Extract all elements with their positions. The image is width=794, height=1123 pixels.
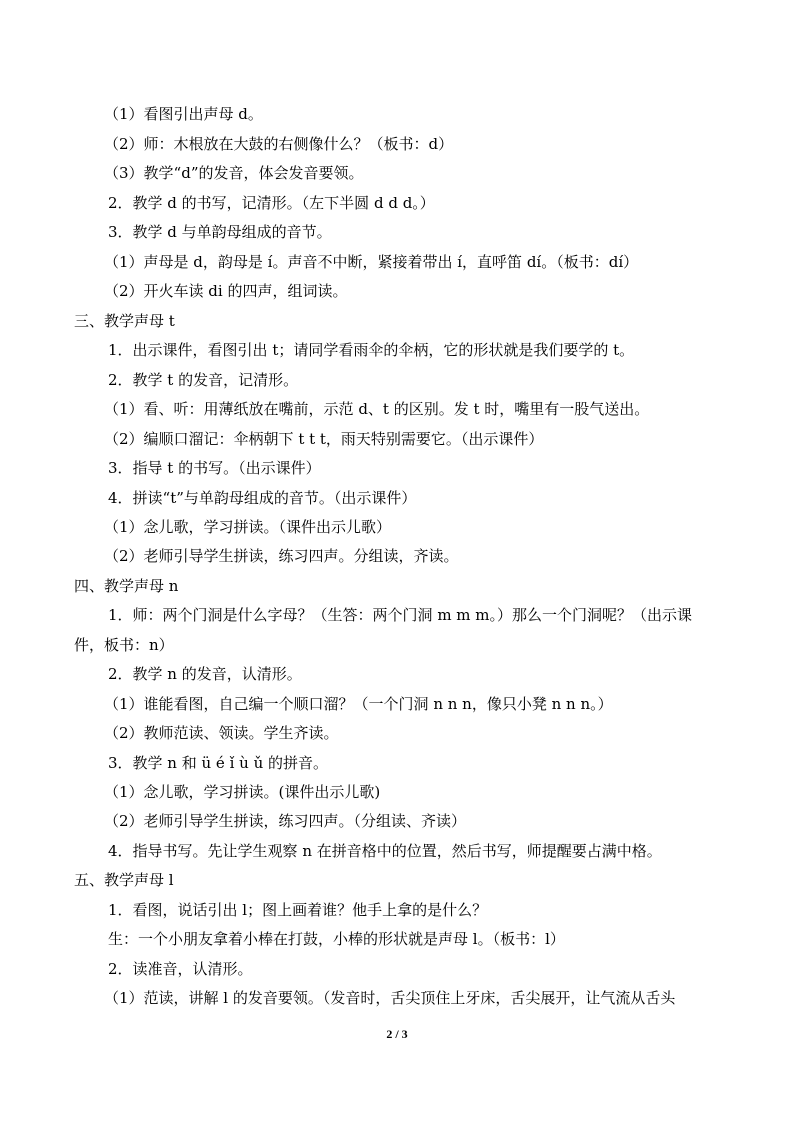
text-line: （1）念儿歌，学习拼读。(课件出示儿歌) xyxy=(104,783,381,801)
text-line: （1）看图引出声母 d。 xyxy=(104,105,263,123)
text-line: （1）看、听：用薄纸放在嘴前，示范 d、t 的区别。发 t 时，嘴里有一股气送出。 xyxy=(104,400,650,418)
text-line: 生：一个小朋友拿着小棒在打鼓，小棒的形状就是声母 l。（板书：l） xyxy=(108,930,565,948)
text-line: 4．指导书写。先让学生观察 n 在拼音格中的位置，然后书写，师提醒要占满中格。 xyxy=(108,842,662,860)
text-line: （1）范读，讲解 l 的发音要领。（发音时，舌尖顶住上牙床，舌尖展开，让气流从舌头 xyxy=(104,989,676,1007)
text-line: 1．看图，说话引出 l；图上画着谁？他手上拿的是什么？ xyxy=(108,901,488,919)
text-line: 件，板书：n） xyxy=(74,636,174,654)
text-line: （1）声母是 d，韵母是 í。声音不中断，紧接着带出 í，直呼笛 dí。（板书：dí） xyxy=(104,253,639,271)
text-line: （2）开火车读 di 的四声，组词读。 xyxy=(104,282,348,300)
text-line: 3．指导 t 的书写。（出示课件） xyxy=(108,459,321,477)
section-heading: 三、教学声母 t xyxy=(74,312,175,330)
text-line: 2．教学 n 的发音，认清形。 xyxy=(108,665,302,683)
section-heading: 四、教学声母 n xyxy=(74,577,179,595)
text-line: （2）老师引导学生拼读，练习四声。分组读，齐读。 xyxy=(104,547,459,565)
text-line: 2．读准音，认清形。 xyxy=(108,960,253,978)
text-line: 2．教学 d 的书写，记清形。（左下半圆 d d d。） xyxy=(108,194,435,212)
page-number: 2 / 3 xyxy=(386,1027,408,1041)
text-line: （2）老师引导学生拼读，练习四声。（分组读、齐读） xyxy=(104,812,467,830)
text-line: 2．教学 t 的发音，记清形。 xyxy=(108,371,299,389)
text-line: （1）念儿歌，学习拼读。（课件出示儿歌） xyxy=(104,518,392,536)
text-line: 3．教学 n 和 ü é ǐ ù ǔ 的拼音。 xyxy=(108,754,329,772)
text-line: 1．师：两个门洞是什么字母？（生答：两个门洞 m m m。）那么一个门洞呢？（出示课 xyxy=(108,606,693,624)
text-line: （2）编顺口溜记：伞柄朝下 t t t，雨天特别需要它。（出示课件） xyxy=(104,430,544,448)
text-line: 1．出示课件，看图引出 t；请同学看雨伞的伞柄，它的形状就是我们要学的 t。 xyxy=(108,341,635,359)
text-line: （1）谁能看图，自己编一个顺口溜？（一个门洞 n n n，像只小凳 n n n。） xyxy=(104,695,613,713)
text-line: （2）师：木根放在大鼓的右侧像什么？（板书：d） xyxy=(104,135,454,153)
text-line: （3）教学“d”的发音，体会发音要领。 xyxy=(104,164,364,182)
text-line: 3．教学 d 与单韵母组成的音节。 xyxy=(108,223,332,241)
text-line: （2）教师范读、领读。学生齐读。 xyxy=(104,724,339,742)
text-line: 4．拼读“t”与单韵母组成的音节。（出示课件） xyxy=(108,489,417,507)
section-heading: 五、教学声母 l xyxy=(74,871,174,889)
